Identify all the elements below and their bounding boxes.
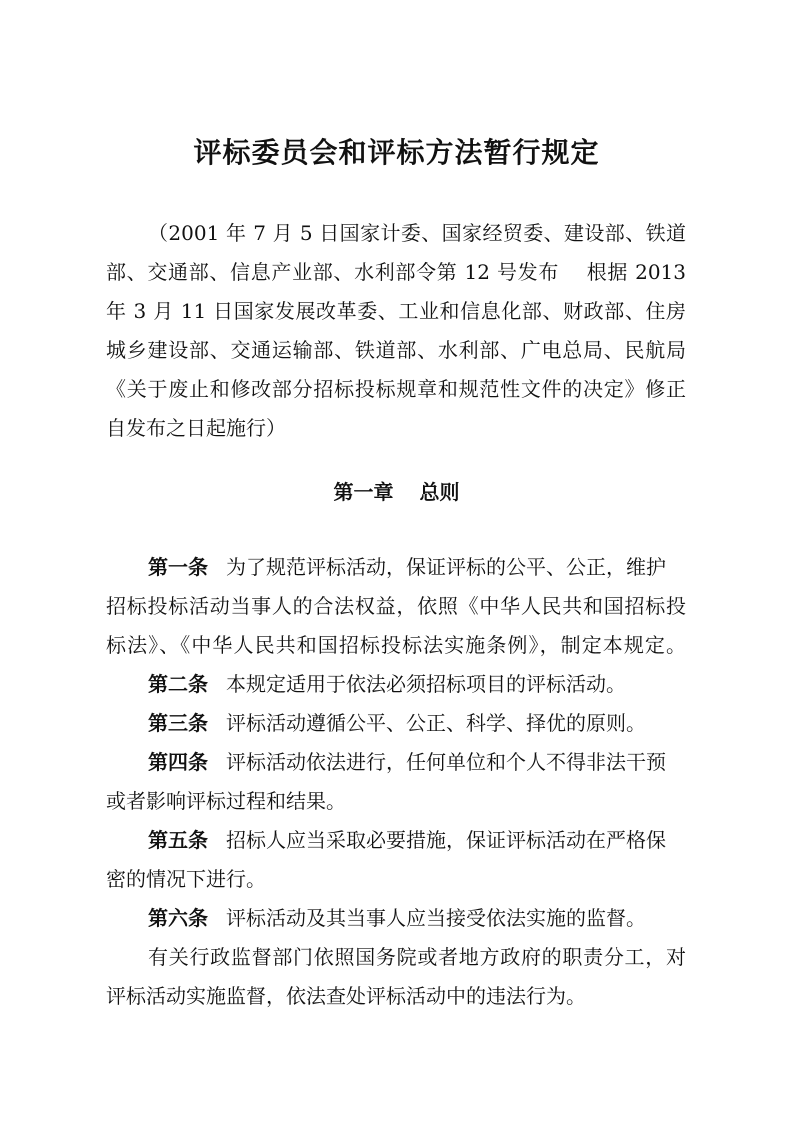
- article-label: 第二条: [148, 672, 208, 696]
- article-4-line-1: [148, 748, 666, 776]
- article-5-line-1: [148, 826, 666, 854]
- article-line: 或者影响评标过程和结果。: [106, 789, 346, 813]
- preamble-line: （2001 年 7 月 5 日国家计委、国家经贸委、建设部、铁道: [148, 221, 686, 245]
- article-2-line-1: [148, 670, 626, 698]
- article-text: 招标人应当采取必要措施，保证评标活动在严格保: [226, 828, 666, 852]
- article-text: 为了规范评标活动，保证评标的公平、公正，维护: [226, 555, 666, 579]
- article-line: 密的情况下进行。: [106, 867, 266, 891]
- article-label: 第六条: [148, 906, 208, 930]
- preamble-line: 《关于废止和修改部分招标投标规章和规范性文件的决定》修正: [106, 377, 686, 401]
- article-text: 评标活动及其当事人应当接受依法实施的监督。: [226, 906, 646, 930]
- article-label: 第三条: [148, 711, 208, 735]
- preamble-line: 年 3 月 11 日国家发展改革委、工业和信息化部、财政部、住房: [106, 299, 686, 323]
- chapter-name: 总则: [419, 480, 460, 504]
- article-1-line-1: [148, 553, 686, 581]
- preamble-line: 城乡建设部、交通运输部、铁道部、水利部、广电总局、民航局: [106, 338, 686, 362]
- article-text: 评标活动遵循公平、公正、科学、择优的原则。: [226, 711, 646, 735]
- article-label: 第四条: [148, 750, 208, 774]
- chapter-number: 第一章: [333, 480, 394, 504]
- article-6-line-1: [148, 904, 646, 932]
- article-label: 第一条: [148, 555, 208, 579]
- document-title: 评标委员会和评标方法暂行规定: [193, 136, 600, 169]
- article-3-line-1: [148, 709, 646, 737]
- article-line: 标法》、《中华人民共和国招标投标法实施条例》，制定本规定。: [106, 633, 686, 657]
- preamble-line: 部、交通部、信息产业部、水利部令第 12 号发布 根据 2013: [106, 260, 686, 284]
- closing-line: 有关行政监督部门依照国务院或者地方政府的职责分工，对: [148, 945, 686, 969]
- article-line: 招标投标活动当事人的合法权益，依照《中华人民共和国招标投: [106, 594, 686, 618]
- article-text: 本规定适用于依法必须招标项目的评标活动。: [226, 672, 626, 696]
- article-label: 第五条: [148, 828, 208, 852]
- article-text: 评标活动依法进行，任何单位和个人不得非法干预: [226, 750, 666, 774]
- chapter-heading: [0, 478, 793, 506]
- closing-line: 评标活动实施监督，依法查处评标活动中的违法行为。: [106, 984, 586, 1008]
- preamble-line: 自发布之日起施行）: [106, 416, 286, 440]
